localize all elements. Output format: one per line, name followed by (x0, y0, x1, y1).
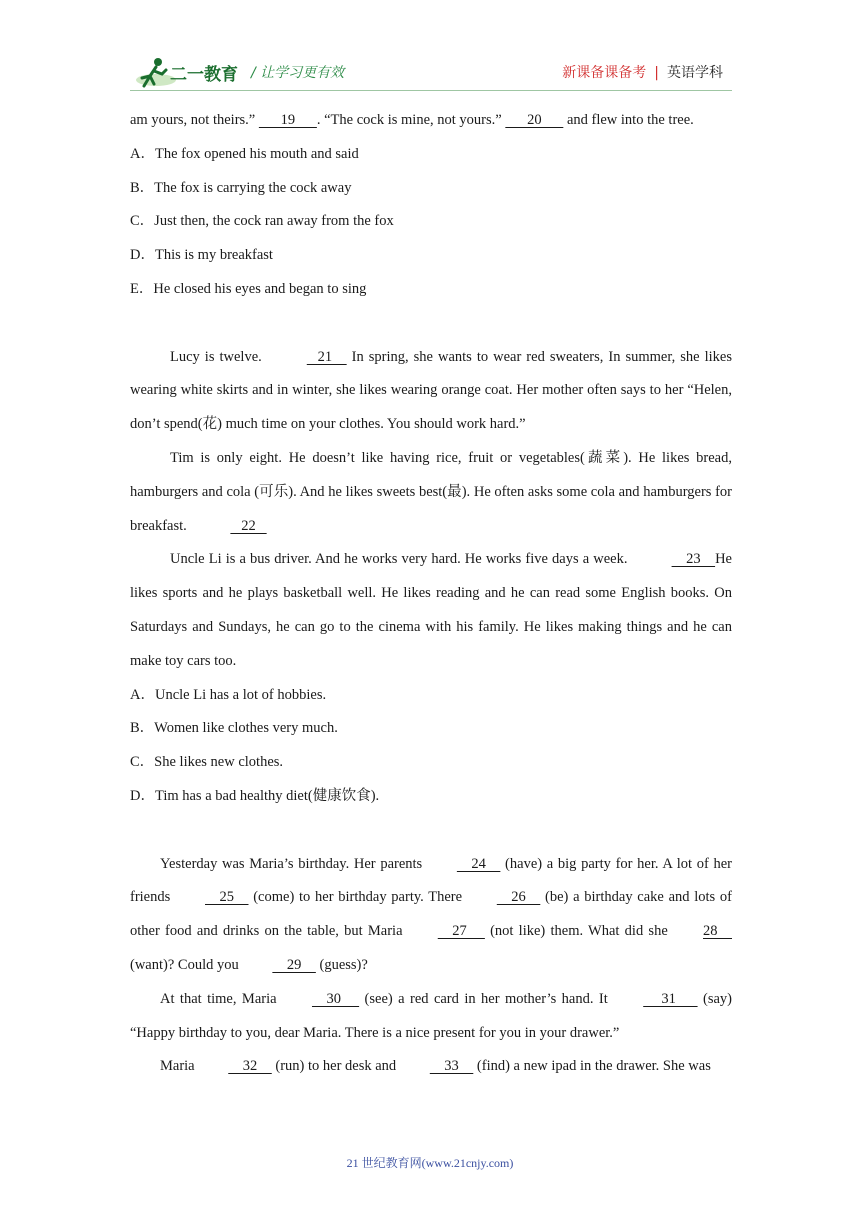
text-run: (find) a new ipad in the drawer. She was (473, 1058, 711, 1075)
option-c: C．Just then, the cock ran away from the fox (130, 213, 394, 230)
text-run: (be) a birthday cake and lots of other food and drinks on the table, but Maria (130, 889, 733, 940)
text-run: He likes sports and he plays basketball well. He likes reading and he can read some English books. On Saturdays and Sundays, he can go to the cinema with his family. He likes making things and he can make toy cars too. (130, 551, 732, 669)
answer-blank-30: 30 (311, 990, 360, 1007)
answer-blank-29: 29 (272, 956, 316, 973)
text-run: (see) a red card in her mother’s hand. It (359, 990, 614, 1007)
maria-paragraph-1 (130, 848, 732, 983)
maria-paragraph-2 (130, 983, 732, 1051)
option-a: A．The fox opened his mouth and said (130, 145, 359, 162)
lucy-paragraph (130, 341, 732, 442)
header-course-label: 新课备课备考 (562, 65, 647, 81)
text-run: At that time, Maria (160, 990, 282, 1007)
option-c: C．She likes new clothes. (130, 754, 284, 771)
text-run: (run) to her desk and (271, 1058, 400, 1075)
text-run: and flew into the tree. (563, 112, 694, 128)
text-run: Maria (160, 1058, 199, 1075)
answer-blank-20: 20 (505, 112, 564, 128)
answer-blank-21: 21 (306, 348, 347, 365)
header-subject-label: 英语学科 (667, 65, 723, 81)
header-slogan: / 让学习更有效 (251, 65, 345, 81)
document-body (130, 104, 732, 1084)
header-divider (130, 90, 732, 91)
maria-paragraph-3 (130, 1050, 732, 1084)
tim-paragraph (130, 442, 732, 543)
option-b: B．The fox is carrying the cock away (130, 179, 352, 196)
header-separator: | (654, 65, 659, 81)
option-b: B．Women like clothes very much. (130, 720, 338, 737)
text-run: Lucy is twelve. (170, 348, 267, 365)
option-d: D．Tim has a bad healthy diet(健康饮食). (130, 787, 380, 804)
option-e: E．He closed his eyes and began to sing (130, 280, 367, 297)
answer-blank-22: 22 (230, 517, 267, 534)
uncle-li-paragraph (130, 543, 732, 678)
text-run: . “The cock is mine, not yours.” (316, 112, 506, 128)
answer-blank-25: 25 (205, 889, 249, 906)
header-subject (562, 62, 723, 82)
section1-paragraph (130, 104, 732, 138)
text-run: Yesterday was Maria’s birthday. Her parents (160, 855, 427, 872)
answer-blank-24: 24 (456, 855, 501, 872)
option-a: A．Uncle Li has a lot of hobbies. (130, 686, 327, 703)
spacer (130, 307, 732, 341)
answer-blank-32: 32 (228, 1058, 272, 1075)
logo-text: 二一教育 (170, 65, 238, 85)
answer-blank-23: 23 (671, 551, 716, 568)
answer-blank-27: 27 (437, 923, 485, 940)
text-run: Tim is only eight. He doesn’t like having rice, fruit or vegetables(蔬菜). He likes bread, hamburgers and cola (可乐). And he likes sweets best(最). He often asks some cola and hamburgers for breakfast. (130, 449, 732, 534)
text-run: (guess)? (315, 956, 368, 973)
text-run: am yours, not theirs.” (130, 112, 259, 128)
text-run: (say) “Happy birthday to you, dear Maria. There is a nice present for you in your drawer.” (130, 990, 732, 1041)
option-d: D．This is my breakfast (130, 247, 273, 264)
answer-blank-19: 19 (258, 112, 317, 128)
text-run: (want)? Could you (130, 956, 243, 973)
answer-blank-31: 31 (643, 990, 698, 1007)
text-run: (not like) them. What did she (484, 923, 673, 940)
answer-blank-28: 28 (703, 923, 732, 940)
text-run: (come) to her birthday party. There (248, 889, 467, 906)
text-run: (have) a big party for her. A lot of her friends (130, 855, 732, 906)
text-run: Uncle Li is a bus driver. And he works very hard. He works five days a week. (170, 551, 632, 568)
page-footer: 21 世纪教育网(www.21cnjy.com) (346, 1156, 514, 1170)
answer-blank-33: 33 (429, 1058, 474, 1075)
spacer (130, 814, 732, 848)
text-run: In spring, she wants to wear red sweaters, In summer, she likes wearing white skirts and in winter, she likes wearing orange coat. Her mother often says to her “Helen, don’t spend(花) much time on your clothes. You should work hard.” (130, 348, 732, 433)
page-header (0, 0, 860, 100)
answer-blank-26: 26 (496, 889, 541, 906)
